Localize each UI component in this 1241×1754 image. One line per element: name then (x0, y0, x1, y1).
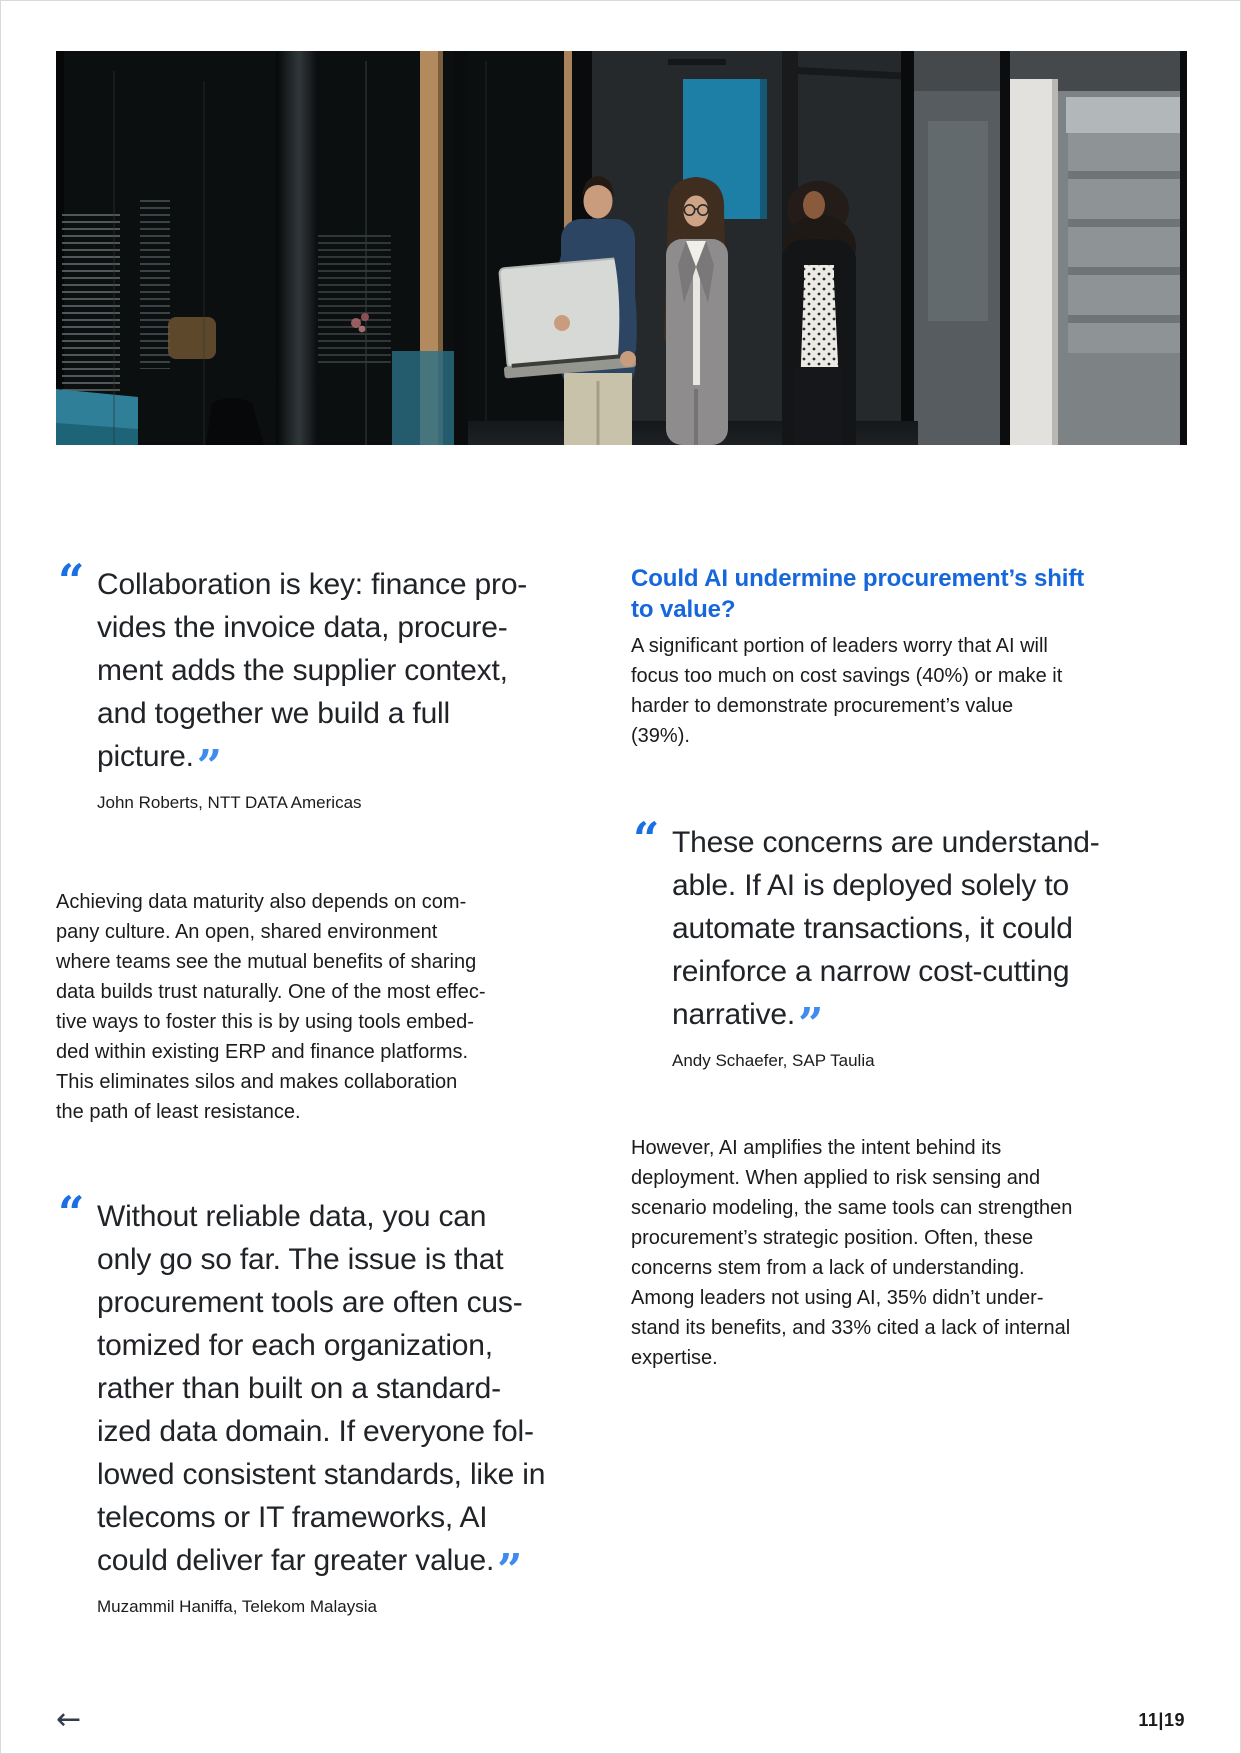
left-body-paragraph: Achieving data maturity also depends on com- pany culture. An open, shared environment where teams see the mutual benefits of sharing data builds trust naturally. One of the most effec- tive ways to foster this is by using tools embed- ded within existing ERP and finance platforms. This eliminates silos and makes collaboration the path of least resistance. (56, 891, 486, 1123)
right-body-paragraph-2: However, AI amplifies the intent behind its deployment. When applied to risk sensing and scenario modeling, the same tools can strengthen procurement’s strategic position. Often, these concerns stem from a lack of understanding. Among leaders not using AI, 35% didn’t under- stand its benefits, and 33% cited a lack of internal expertise. (631, 1137, 1073, 1369)
open-quote-icon: “ (58, 1186, 85, 1240)
pull-quote-3-text: These concerns are understand- able. If AI is deployed solely to automate transactions, it could reinforce a narrow cost-cutting narrative.” (672, 826, 1100, 1050)
glass-mullion (276, 51, 318, 445)
person-woman-blazer (782, 181, 856, 445)
pull-quote-1-text: Collaboration is key: finance pro- vides the invoice data, procure- ment adds the supplier context, and together we build a full picture.” (97, 568, 528, 792)
close-quote-icon: ” (798, 998, 824, 1050)
page-number: 11|19 (1138, 1709, 1185, 1730)
open-quote-icon: “ (58, 554, 85, 608)
open-quote-icon: “ (633, 812, 660, 866)
left-column (56, 554, 581, 1617)
pull-quote-3 (633, 812, 1187, 1071)
column-gap (581, 563, 631, 1617)
person-woman-gray-suit (664, 177, 728, 445)
pull-quote-2-attribution: Muzammil Haniffa, Telekom Malaysia (97, 1597, 377, 1616)
pull-quote-1 (58, 554, 581, 813)
right-body-paragraph-1: A significant portion of leaders worry that AI will focus too much on cost savings (40%) or make it harder to demonstrate procurement’s value (39%). (631, 635, 1063, 747)
office-photo (56, 51, 1187, 445)
close-quote-icon: ” (497, 1544, 523, 1596)
back-arrow-button[interactable]: ← (56, 1702, 82, 1737)
white-pillar (1008, 79, 1056, 445)
pull-quote-2-text: Without reliable data, you can only go so far. The issue is that procurement tools are often cus- tomized for each organization, rather than built on a standard- ized data domain. If everyone fol- lowed consistent standards, like in telecoms or IT frameworks, AI could deliver far greater value.” (97, 1200, 546, 1596)
section-heading: Could AI undermine procurement’s shift to value? (631, 565, 1085, 623)
window-blinds (62, 211, 120, 411)
pull-quote-2 (58, 1186, 581, 1617)
footer (56, 1702, 1185, 1737)
office-photo-scene (56, 51, 1187, 445)
pull-quote-1-attribution: John Roberts, NTT DATA Americas (97, 793, 362, 812)
right-column (631, 563, 1187, 1617)
pull-quote-3-attribution: Andy Schaefer, SAP Taulia (672, 1051, 875, 1070)
wood-reflection (168, 317, 216, 359)
content-columns (56, 554, 1187, 1617)
close-quote-icon: ” (196, 740, 222, 792)
